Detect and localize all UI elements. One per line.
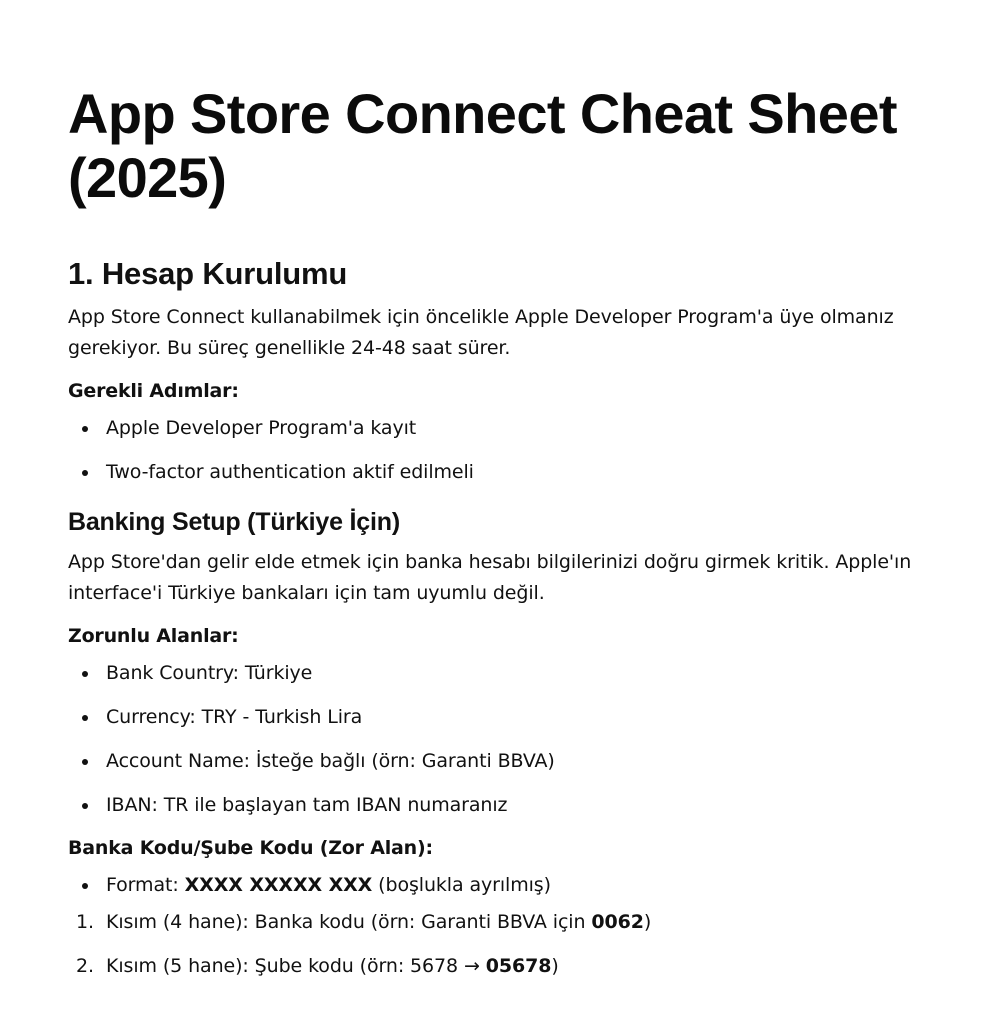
required-steps-label: Gerekli Adımlar: — [68, 380, 239, 402]
format-suffix: (boşlukla ayrılmış) — [372, 874, 551, 896]
list-item-text: Account Name: İsteğe bağlı (örn: Garanti BBVA) — [106, 750, 555, 772]
part-suffix: ) — [551, 955, 559, 977]
bank-code-label: Banka Kodu/Şube Kodu (Zor Alan): — [68, 837, 433, 859]
bullet-icon — [82, 426, 88, 432]
format-value: XXXX XXXXX XXX — [184, 874, 373, 896]
page-title: App Store Connect Cheat Sheet (2025) — [68, 82, 897, 209]
part-prefix: Kısım (5 hane): Şube kodu (örn: 5678 → — [106, 955, 486, 977]
list-item — [68, 746, 928, 777]
bank-code-format-list — [68, 870, 928, 901]
bullet-icon — [82, 803, 88, 809]
format-prefix: Format: — [106, 874, 185, 896]
part-bold-value: 05678 — [485, 955, 552, 977]
mandatory-fields-list — [68, 658, 928, 821]
list-item — [68, 457, 928, 488]
bank-code-parts-list — [68, 907, 928, 982]
list-item-text: IBAN: TR ile başlayan tam IBAN numaranız — [106, 794, 508, 816]
part-suffix: ) — [643, 911, 652, 933]
list-item — [68, 413, 928, 444]
list-number: 2. — [76, 955, 94, 977]
banking-paragraph: App Store'dan gelir elde etmek için banka hesabı bilgilerinizi doğru girmek kritik. Apple'ın interface'i Türkiye bankaları için tam uyumlu değil. — [68, 551, 912, 604]
list-item — [68, 870, 928, 901]
list-item — [68, 790, 928, 821]
part-prefix: Kısım (4 hane): Banka kodu (örn: Garanti BBVA için — [106, 911, 592, 933]
list-item-text: Currency: TRY - Turkish Lira — [106, 706, 363, 728]
document-content — [68, 82, 928, 982]
section-heading-banking-setup: Banking Setup (Türkiye İçin) — [68, 508, 400, 536]
section-heading-account-setup: 1. Hesap Kurulumu — [68, 256, 348, 291]
bullet-icon — [82, 715, 88, 721]
bullet-icon — [82, 470, 88, 476]
bullet-icon — [82, 883, 88, 889]
list-item — [68, 907, 928, 938]
list-item-text: Bank Country: Türkiye — [106, 662, 313, 684]
list-item — [68, 702, 928, 733]
list-item-text: Apple Developer Program'a kayıt — [106, 417, 417, 439]
bullet-icon — [82, 671, 88, 677]
list-item — [68, 658, 928, 689]
list-item — [68, 951, 928, 982]
list-number: 1. — [76, 911, 94, 933]
mandatory-fields-label: Zorunlu Alanlar: — [68, 625, 239, 647]
part-bold-value: 0062 — [591, 911, 644, 933]
bullet-icon — [82, 759, 88, 765]
list-item-text: Two-factor authentication aktif edilmeli — [106, 461, 474, 483]
required-steps-list — [68, 413, 928, 488]
account-setup-paragraph: App Store Connect kullanabilmek için öncelikle Apple Developer Program'a üye olmanız gerekiyor. Bu süreç genellikle 24-48 saat sürer. — [68, 306, 894, 359]
